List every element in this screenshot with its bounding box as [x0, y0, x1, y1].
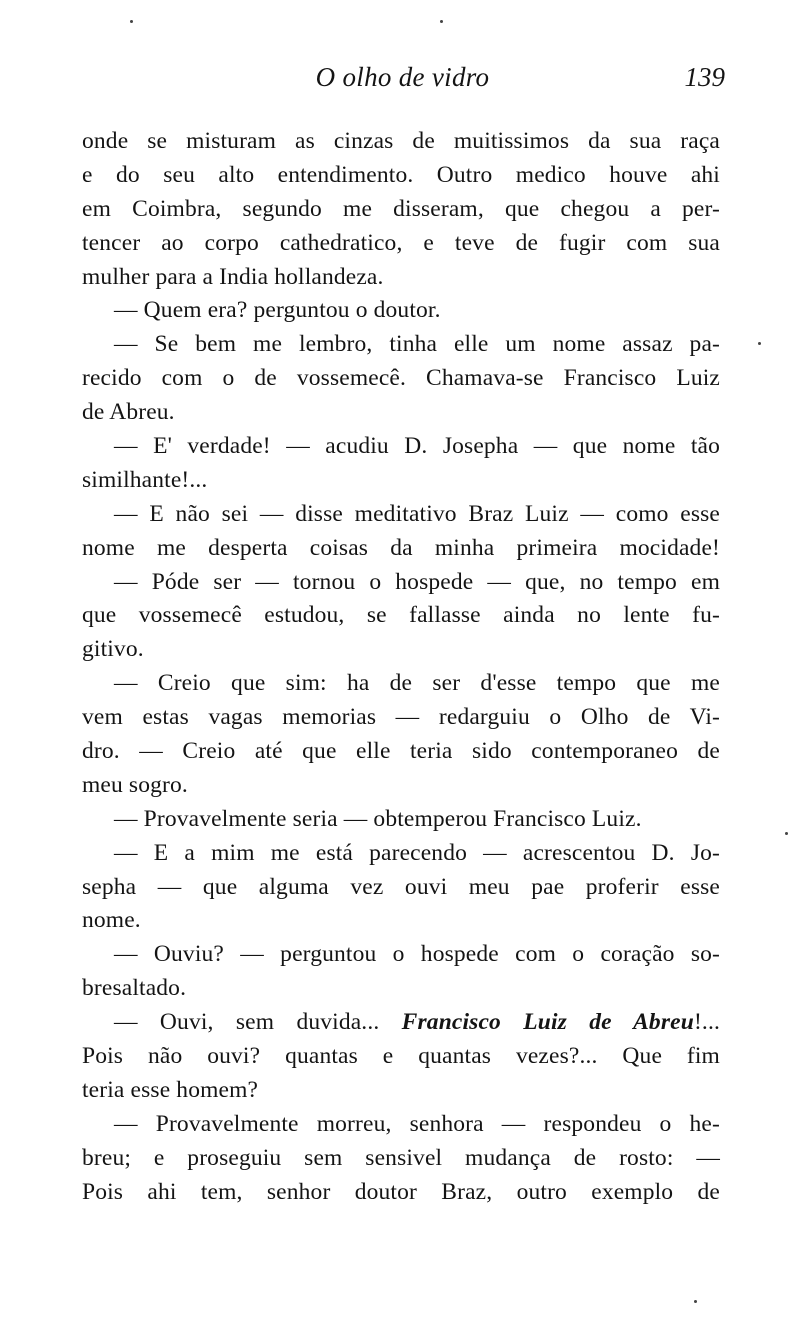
text-line: de Abreu.	[82, 399, 175, 426]
page-number: 139	[684, 62, 725, 92]
text-line: em Coimbra, segundo me disseram, que chegou a per-	[82, 195, 720, 222]
print-speck	[758, 342, 761, 345]
text-line: vem estas vagas memorias — redarguiu o Olho de Vi-	[82, 704, 720, 731]
text-line: recido com o de vossemecê. Chamava-se Francisco Luiz	[82, 365, 720, 392]
text-line: — Quem era? perguntou o doutor.	[114, 297, 441, 324]
text-line: gitivo.	[82, 636, 144, 663]
text-line: — Se bem me lembro, tinha elle um nome assaz pa-	[114, 331, 720, 358]
print-speck	[694, 1300, 697, 1303]
text-line: — E a mim me está parecendo — acrescentou D. Jo-	[114, 839, 720, 866]
text-line: meu sogro.	[82, 771, 188, 798]
text-line: — E não sei — disse meditativo Braz Luiz — como esse	[114, 500, 720, 527]
body-text	[82, 125, 720, 1210]
text-line: Pois não ouvi? quantas e quantas vezes?... Que fim	[82, 1043, 720, 1070]
text-line: que vossemecê estudou, se fallasse ainda no lente fu-	[82, 602, 720, 629]
print-speck	[440, 20, 443, 23]
italic-name: Francisco Luiz de Abreu	[401, 1009, 694, 1036]
text-line: — Ouviu? — perguntou o hospede com o coração so-	[114, 941, 720, 968]
text-line: breu; e proseguiu sem sensivel mudança de rosto: —	[82, 1144, 720, 1171]
text-line: — Provavelmente seria — obtemperou Francisco Luiz.	[114, 805, 642, 832]
text-line: nome.	[82, 907, 141, 934]
text-line: e do seu alto entendimento. Outro medico houve ahi	[82, 161, 720, 188]
text-line-with-italic	[82, 1006, 720, 1040]
line-text: !...	[693, 1009, 720, 1036]
running-head	[80, 62, 725, 102]
text-line: — Creio que sim: ha de ser d'esse tempo que me	[114, 670, 720, 697]
text-line: mulher para a India hollandeza.	[82, 263, 384, 290]
text-line: — Póde ser — tornou o hospede — que, no tempo em	[114, 568, 720, 595]
text-line: — E' verdade! — acudiu D. Josepha — que nome tão	[114, 433, 720, 460]
print-speck	[785, 832, 788, 835]
text-line: tencer ao corpo cathedratico, e teve de fugir com sua	[82, 229, 720, 256]
print-speck	[130, 20, 133, 23]
running-title: O olho de vidro	[315, 62, 490, 92]
text-line: Pois ahi tem, senhor doutor Braz, outro exemplo de	[82, 1178, 720, 1205]
text-line: sepha — que alguma vez ouvi meu pae proferir esse	[82, 873, 720, 900]
text-line: teria esse homem?	[82, 1076, 259, 1103]
text-line: dro. — Creio até que elle teria sido contemporaneo de	[82, 738, 720, 765]
text-line: similhante!...	[82, 466, 208, 493]
line-text: — Ouvi, sem duvida...	[114, 1009, 402, 1036]
text-line: bresaltado.	[82, 975, 187, 1002]
text-line: nome me desperta coisas da minha primeira mocidade!	[82, 534, 720, 561]
text-line: — Provavelmente morreu, senhora — respondeu o he-	[114, 1110, 720, 1137]
text-line: onde se misturam as cinzas de muitissimos da sua raça	[82, 128, 720, 154]
